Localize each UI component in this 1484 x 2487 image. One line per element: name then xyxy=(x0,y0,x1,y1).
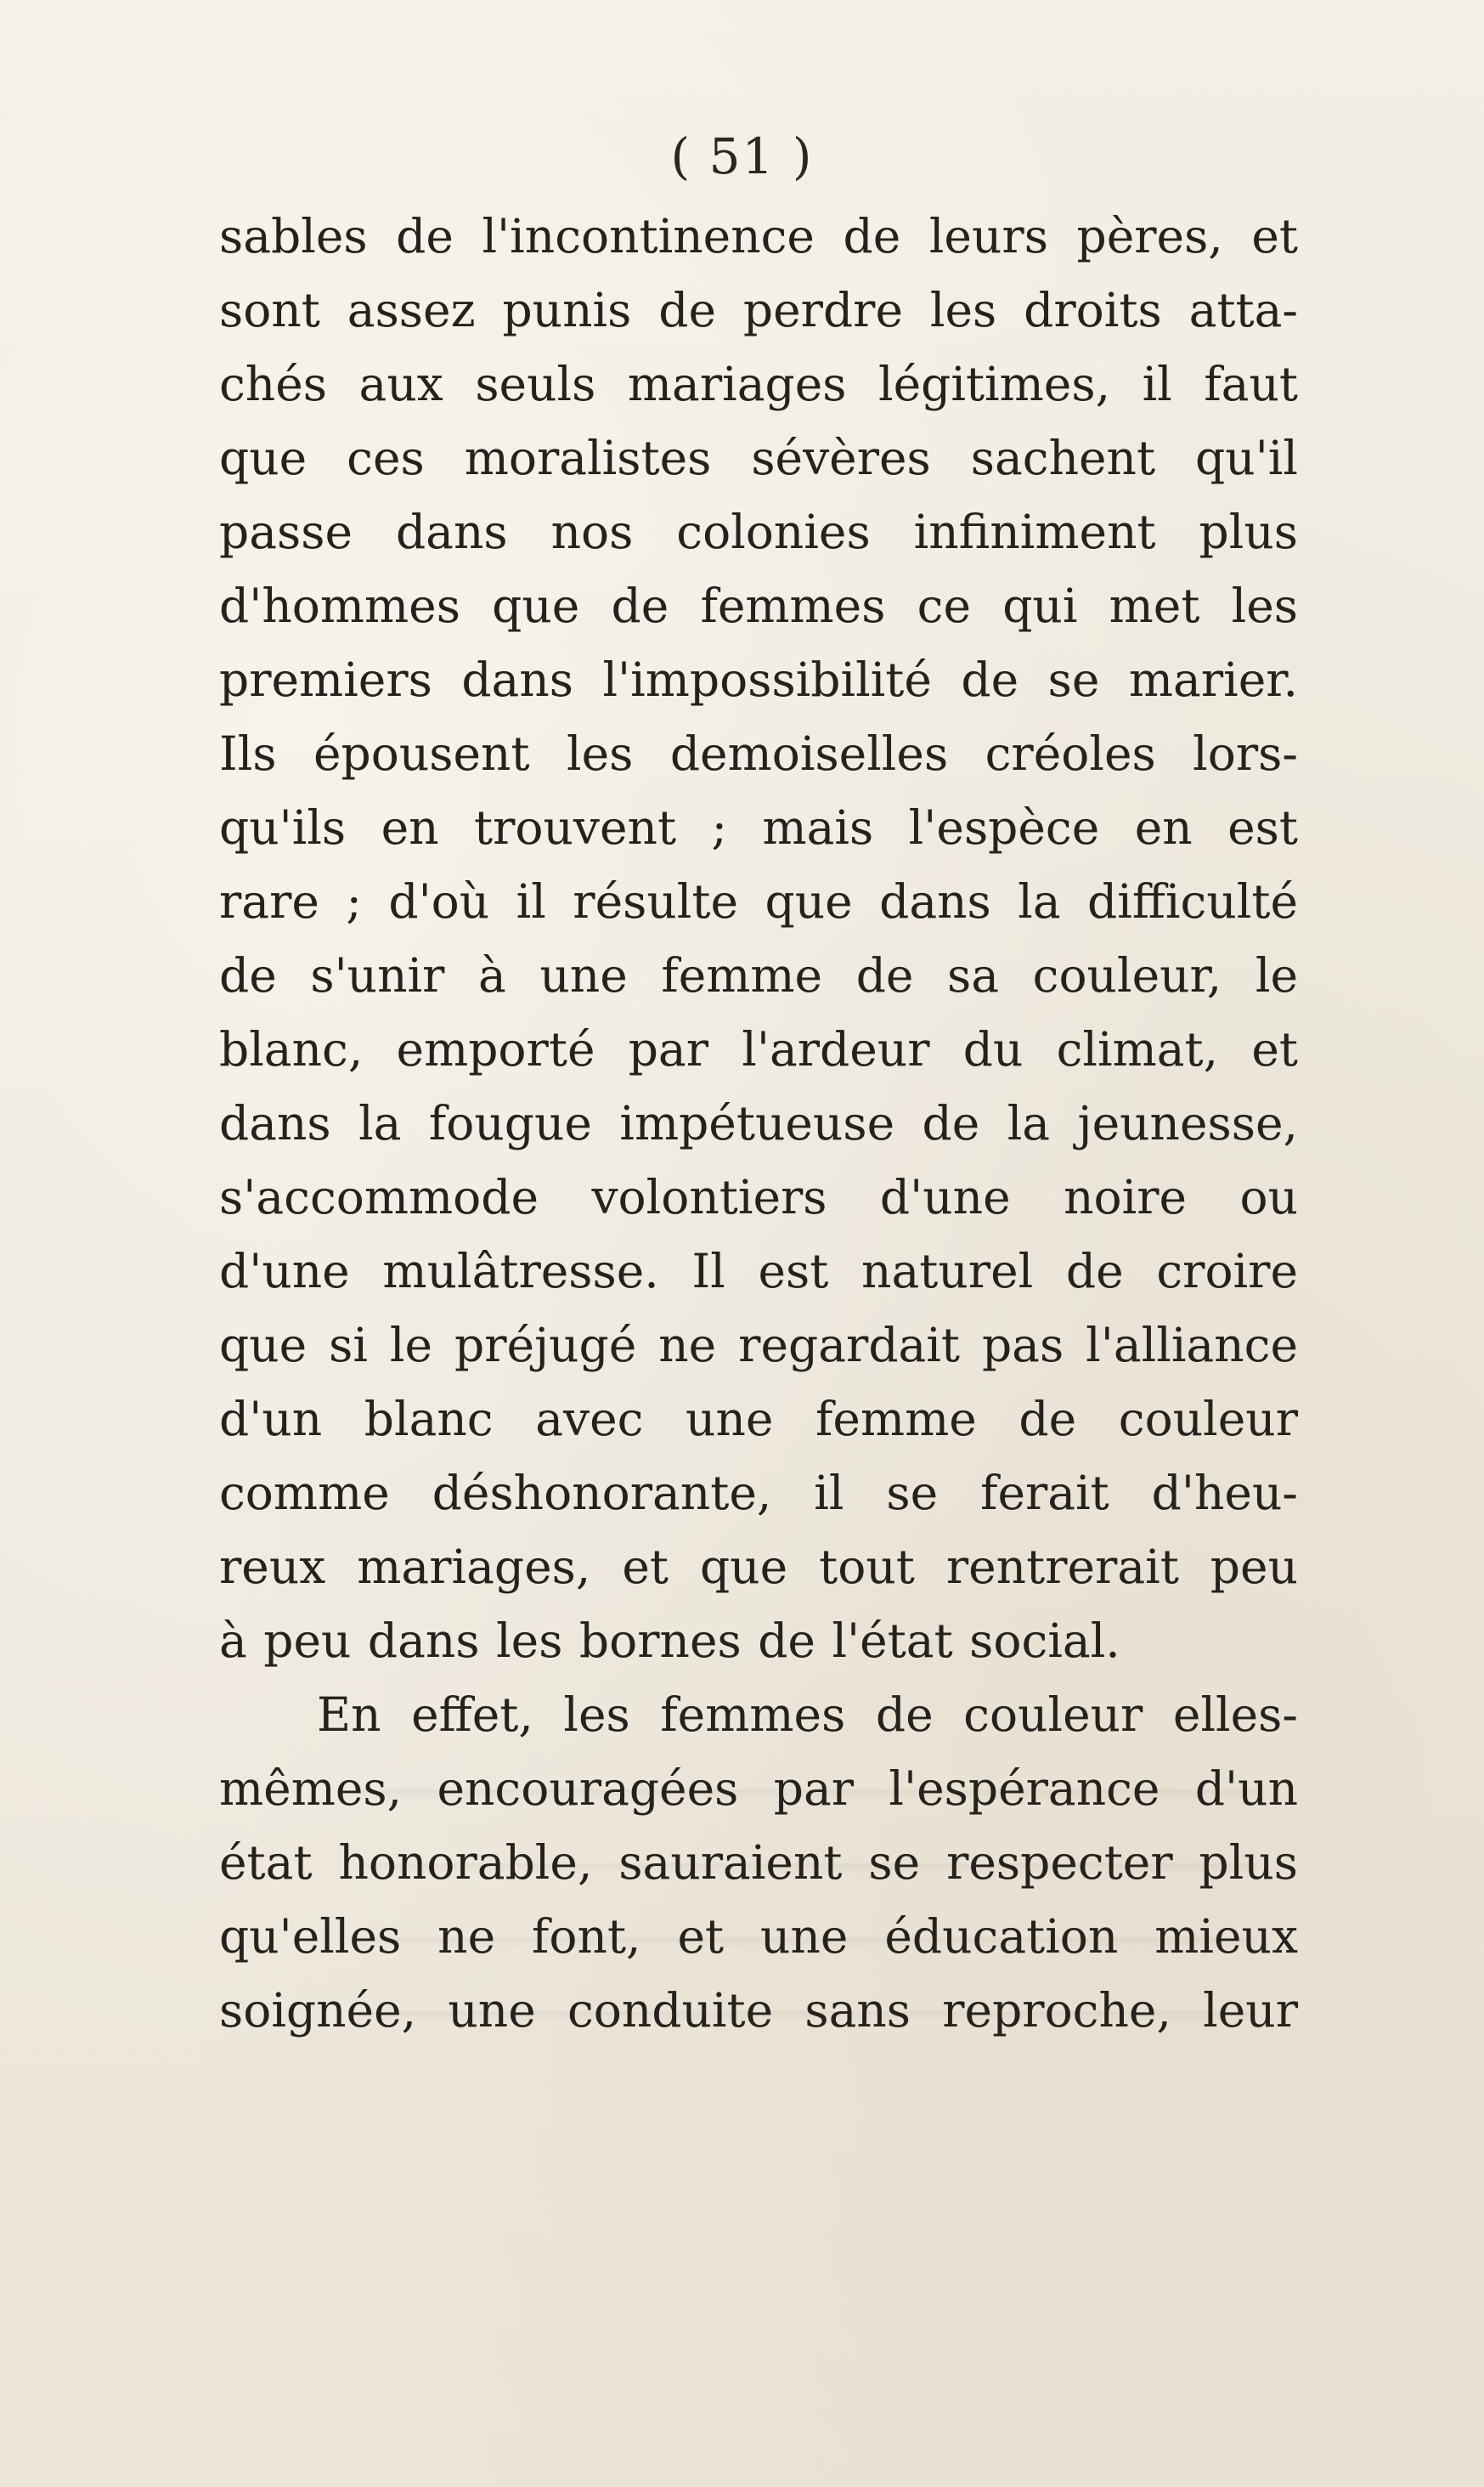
text-line: à peu dans les bornes de l'état social. xyxy=(219,1614,1120,1668)
text-line: que ces moralistes sévères sachent qu'il xyxy=(219,431,1298,485)
text-line: rare ; d'où il résulte que dans la difficulté xyxy=(219,874,1298,929)
text-line: d'une mulâtresse. Il est naturel de croire xyxy=(219,1244,1298,1298)
text-line: comme déshonorante, il se ferait d'heu- xyxy=(219,1466,1298,1520)
text-line: d'hommes que de femmes ce qui met les xyxy=(219,579,1298,633)
page-number: ( 51 ) xyxy=(670,127,814,185)
text-line: de s'unir à une femme de sa couleur, le xyxy=(219,948,1298,1003)
text-line: soignée, une conduite sans reproche, leur xyxy=(219,1983,1298,2038)
text-line: blanc, emporté par l'ardeur du climat, et xyxy=(219,1022,1298,1077)
text-line: mêmes, encouragées par l'espérance d'un xyxy=(219,1761,1298,1816)
text-line: premiers dans l'impossibilité de se marier. xyxy=(219,653,1298,707)
text-line: sables de l'incontinence de leurs pères, et xyxy=(219,209,1298,263)
text-line: sont assez punis de perdre les droits atta- xyxy=(219,283,1298,337)
text-line: chés aux seuls mariages légitimes, il faut xyxy=(219,357,1298,411)
text-line: qu'ils en trouvent ; mais l'espèce en est xyxy=(219,800,1298,855)
text-line: Ils épousent les demoiselles créoles lors- xyxy=(219,726,1298,781)
text-line: que si le préjugé ne regardait pas l'alliance xyxy=(219,1318,1298,1372)
text-line: qu'elles ne font, et une éducation mieux xyxy=(219,1909,1298,1964)
text-line: reux mariages, et que tout rentrerait peu xyxy=(219,1540,1298,1594)
body-text xyxy=(219,200,1298,2048)
text-line: état honorable, sauraient se respecter plus xyxy=(219,1835,1298,1890)
paragraph-first-line: En effet, les femmes de couleur elles- xyxy=(317,1687,1298,1742)
text-line: d'un blanc avec une femme de couleur xyxy=(219,1392,1298,1446)
text-line: s'accommode volontiers d'une noire ou xyxy=(219,1170,1298,1224)
text-line: passe dans nos colonies infiniment plus xyxy=(219,505,1298,559)
text-line: dans la fougue impétueuse de la jeunesse, xyxy=(219,1096,1298,1150)
